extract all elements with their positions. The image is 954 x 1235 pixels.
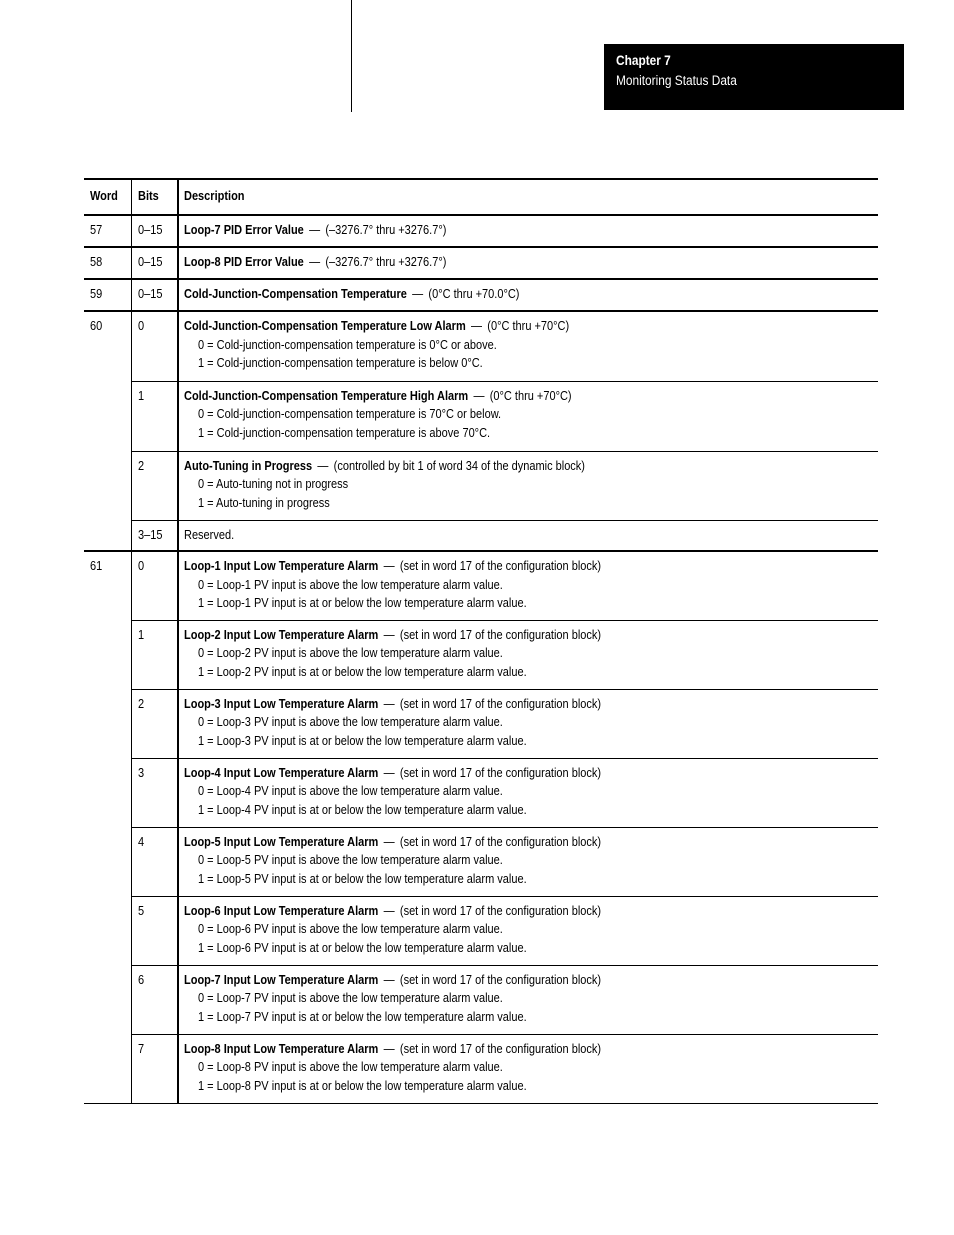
bits-cell: 5 bbox=[131, 896, 178, 965]
description-cell: Loop-4 Input Low Temperature Alarm — (set in word 17 of the configuration block) 0 = Loop-4 PV input is above the low temperature alarm value. 1 = Loop-4 PV input is at or below the low temperature alarm value. bbox=[178, 758, 878, 827]
description-cell: Loop-7 Input Low Temperature Alarm — (set in word 17 of the configuration block) 0 = Loop-7 PV input is above the low temperature alarm value. 1 = Loop-7 PV input is at or below the low temperature alarm value. bbox=[178, 965, 878, 1034]
chapter-header-box bbox=[604, 44, 904, 110]
table-row bbox=[84, 1034, 878, 1103]
page-margin-rule bbox=[351, 0, 352, 112]
bits-cell: 4 bbox=[131, 827, 178, 896]
bits-cell: 7 bbox=[131, 1034, 178, 1103]
table-row bbox=[84, 620, 878, 689]
bits-cell: 1 bbox=[131, 620, 178, 689]
description-cell: Cold-Junction-Compensation Temperature Low Alarm — (0°C thru +70°C) 0 = Cold-junction-compensation temperature is 0°C or above. 1 = Cold-junction-compensation temperature is below 0°C. bbox=[178, 311, 878, 381]
word-cell: 61 bbox=[84, 551, 131, 1103]
table-row bbox=[84, 965, 878, 1034]
bits-cell: 6 bbox=[131, 965, 178, 1034]
word-cell: 60 bbox=[84, 311, 131, 551]
description-cell: Loop-6 Input Low Temperature Alarm — (set in word 17 of the configuration block) 0 = Loop-6 PV input is above the low temperature alarm value. 1 = Loop-6 PV input is at or below the low temperature alarm value. bbox=[178, 896, 878, 965]
description-cell: Loop-8 Input Low Temperature Alarm — (set in word 17 of the configuration block) 0 = Loop-8 PV input is above the low temperature alarm value. 1 = Loop-8 PV input is at or below the low temperature alarm value. bbox=[178, 1034, 878, 1103]
table-row bbox=[84, 758, 878, 827]
word-cell: 59 bbox=[84, 279, 131, 311]
bits-cell: 3–15 bbox=[131, 520, 178, 551]
table-row bbox=[84, 451, 878, 520]
bits-cell: 0 bbox=[131, 311, 178, 381]
description-cell: Auto-Tuning in Progress — (controlled by bit 1 of word 34 of the dynamic block) 0 = Auto-tuning not in progress 1 = Auto-tuning in progress bbox=[178, 451, 878, 520]
word-cell: 58 bbox=[84, 247, 131, 279]
bits-cell: 0–15 bbox=[131, 279, 178, 311]
description-cell: Loop-1 Input Low Temperature Alarm — (set in word 17 of the configuration block) 0 = Loop-1 PV input is above the low temperature alarm value. 1 = Loop-1 PV input is at or below the low temperature alarm value. bbox=[178, 551, 878, 620]
description-cell: Reserved. bbox=[178, 520, 878, 551]
table-row bbox=[84, 381, 878, 451]
table-row bbox=[84, 827, 878, 896]
bits-cell: 3 bbox=[131, 758, 178, 827]
description-cell: Loop-3 Input Low Temperature Alarm — (set in word 17 of the configuration block) 0 = Loop-3 PV input is above the low temperature alarm value. 1 = Loop-3 PV input is at or below the low temperature alarm value. bbox=[178, 689, 878, 758]
table-row bbox=[84, 689, 878, 758]
chapter-subtitle: Monitoring Status Data bbox=[616, 73, 737, 88]
table-row bbox=[84, 551, 878, 620]
bits-cell: 2 bbox=[131, 451, 178, 520]
description-cell: Loop-2 Input Low Temperature Alarm — (set in word 17 of the configuration block) 0 = Loop-2 PV input is above the low temperature alarm value. 1 = Loop-2 PV input is at or below the low temperature alarm value. bbox=[178, 620, 878, 689]
bits-cell: 1 bbox=[131, 381, 178, 451]
column-header-bits: Bits bbox=[131, 179, 178, 215]
table-row bbox=[84, 520, 878, 551]
bits-cell: 0 bbox=[131, 551, 178, 620]
word-cell: 57 bbox=[84, 215, 131, 247]
description-cell: Cold-Junction-Compensation Temperature High Alarm — (0°C thru +70°C) 0 = Cold-junction-compensation temperature is 70°C or below. 1 = Cold-junction-compensation temperature is above 70°C. bbox=[178, 381, 878, 451]
chapter-title: Chapter 7 bbox=[616, 53, 671, 68]
bits-cell: 0–15 bbox=[131, 247, 178, 279]
description-cell: Loop-8 PID Error Value — (–3276.7° thru +3276.7°) bbox=[178, 247, 878, 279]
status-data-table bbox=[84, 178, 878, 1104]
table-header-row bbox=[84, 179, 878, 215]
table-row bbox=[84, 311, 878, 381]
description-cell: Loop-7 PID Error Value — (–3276.7° thru +3276.7°) bbox=[178, 215, 878, 247]
description-cell: Cold-Junction-Compensation Temperature — (0°C thru +70.0°C) bbox=[178, 279, 878, 311]
column-header-description: Description bbox=[178, 179, 878, 215]
bits-cell: 0–15 bbox=[131, 215, 178, 247]
table-row bbox=[84, 279, 878, 311]
bits-cell: 2 bbox=[131, 689, 178, 758]
table-row bbox=[84, 247, 878, 279]
column-header-word: Word bbox=[84, 179, 131, 215]
table-row bbox=[84, 896, 878, 965]
description-cell: Loop-5 Input Low Temperature Alarm — (set in word 17 of the configuration block) 0 = Loop-5 PV input is above the low temperature alarm value. 1 = Loop-5 PV input is at or below the low temperature alarm value. bbox=[178, 827, 878, 896]
table-row bbox=[84, 215, 878, 247]
